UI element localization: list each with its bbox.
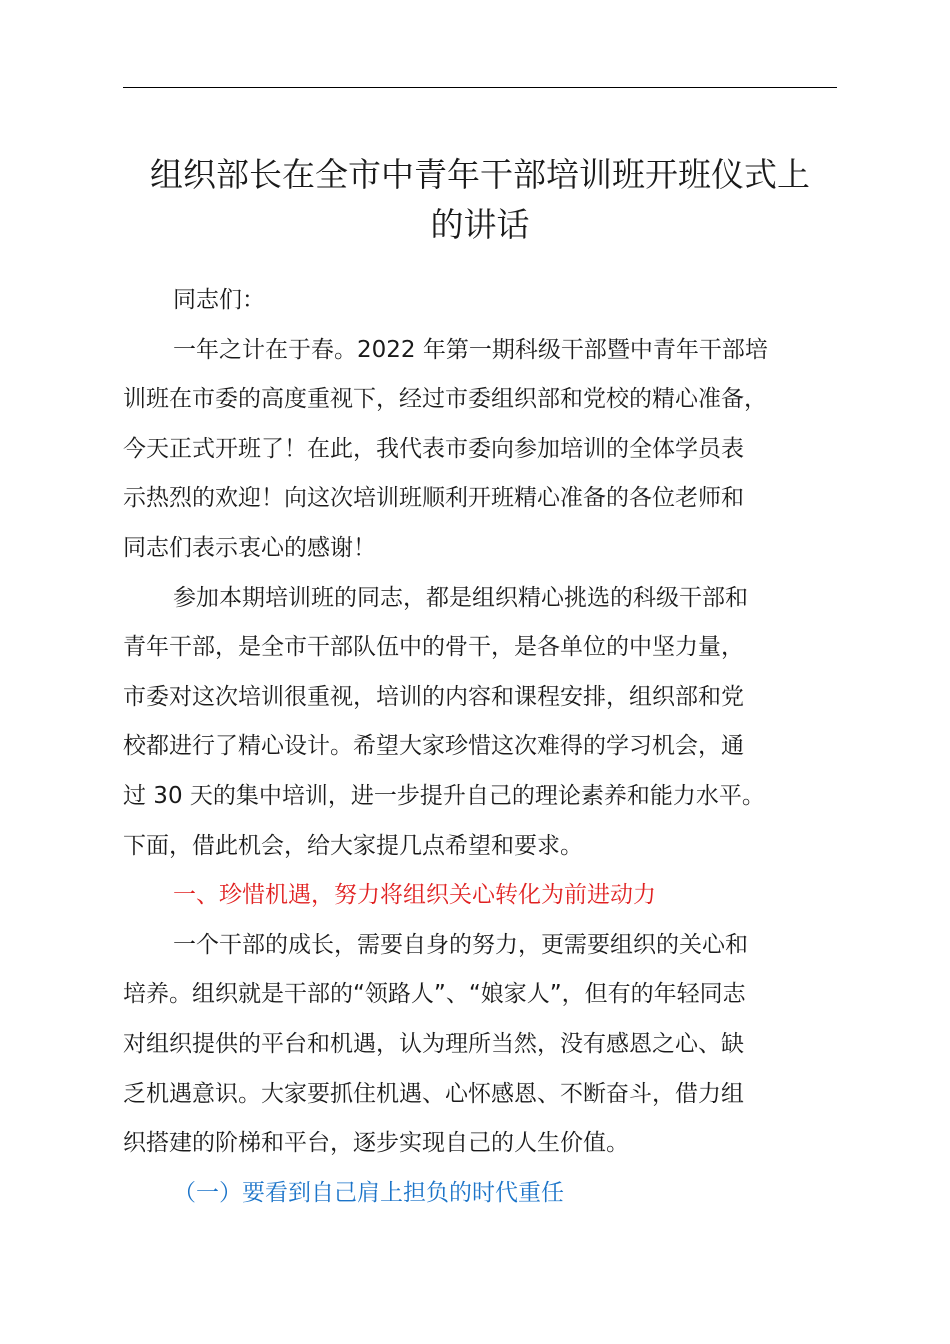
paragraph-line: 校都进行了精心设计。希望大家珍惜这次难得的学习机会，通 (123, 733, 744, 760)
paragraph-line: 参加本期培训班的同志，都是组织精心挑选的科级干部和 (173, 584, 748, 611)
title-line-1: 组织部长在全市中青年干部培训班开班仪式上 (150, 155, 810, 194)
title-line-2: 的讲话 (430, 205, 530, 244)
paragraph-line: 乏机遇意识。大家要抓住机遇、心怀感恩、不断奋斗，借力组 (123, 1080, 744, 1107)
document-title (100, 150, 860, 250)
paragraph-line: 今天正式开班了！在此，我代表市委向参加培训的全体学员表 (123, 435, 744, 462)
paragraph-line: 一个干部的成长，需要自身的努力，更需要组织的关心和 (173, 931, 748, 958)
subsection-heading-1: （一）要看到自己肩上担负的时代重任 (173, 1179, 564, 1206)
paragraph-line: 对组织提供的平台和机遇，认为理所当然，没有感恩之心、缺 (123, 1030, 744, 1057)
header-rule (123, 87, 837, 88)
paragraph-2 (123, 574, 843, 872)
salutation: 同志们： (173, 287, 265, 313)
paragraph-line: 下面，借此机会，给大家提几点希望和要求。 (123, 832, 583, 859)
document-body (123, 276, 843, 1218)
paragraph-line: 过 30 天的集中培训，进一步提升自己的理论素养和能力水平。 (123, 782, 765, 809)
paragraph-3 (123, 921, 843, 1169)
section-heading-1: 一、珍惜机遇，努力将组织关心转化为前进动力 (173, 882, 656, 909)
paragraph-line: 培养。组织就是干部的“领路人”、“娘家人”，但有的年轻同志 (123, 981, 746, 1008)
paragraph-line: 训班在市委的高度重视下，经过市委组织部和党校的精心准备， (123, 386, 767, 413)
paragraph-line: 示热烈的欢迎！向这次培训班顺利开班精心准备的各位老师和 (123, 485, 744, 512)
paragraph-line: 市委对这次培训很重视，培训的内容和课程安排，组织部和党 (123, 683, 744, 710)
paragraph-line: 织搭建的阶梯和平台，逐步实现自己的人生价值。 (123, 1130, 629, 1157)
paragraph-line: 一年之计在于春。2022 年第一期科级干部暨中青年干部培 (173, 336, 768, 363)
paragraph-1 (123, 326, 843, 574)
paragraph-line: 同志们表示衷心的感谢！ (123, 534, 376, 561)
paragraph-line: 青年干部，是全市干部队伍中的骨干，是各单位的中坚力量， (123, 634, 744, 661)
